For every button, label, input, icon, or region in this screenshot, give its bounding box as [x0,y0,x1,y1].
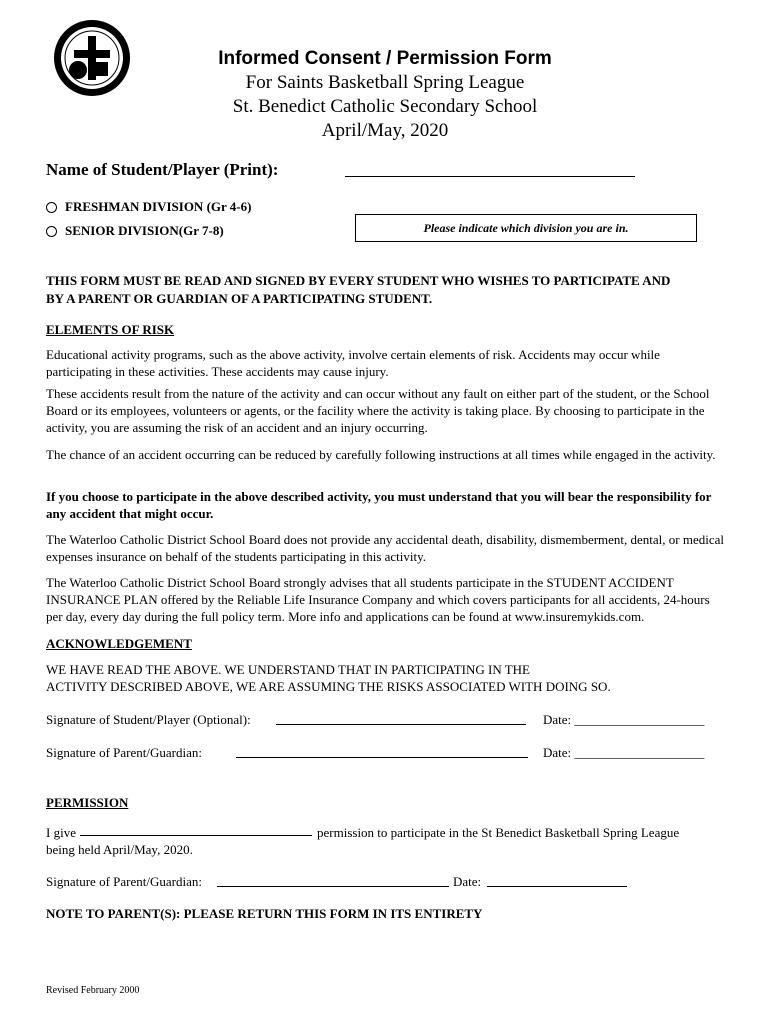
event-date: April/May, 2020 [321,120,449,141]
permission-name-field[interactable] [80,822,312,836]
revision-footer: Revised February 2000 [46,985,140,996]
parent-date-field[interactable]: Date: ____________________ [543,745,705,760]
league-name: For Saints Basketball Spring League [245,72,525,93]
student-name-field[interactable] [345,160,635,177]
risk-paragraph-6: The Waterloo Catholic District School Board strongly advises that all students participate in the STUDENT ACCIDENT INSURANCE PLAN offered by the Reliable Life Insurance Company and which covers participants for all accidents, 24-hours per day, every day during the full policy term. More info and applications can be found at www.insuremykids.com. [46,575,710,624]
notice-line-2: BY A PARENT OR GUARDIAN OF A PARTICIPATING STUDENT. [46,291,433,306]
parent-signature-label: Signature of Parent/Guardian: [46,745,202,760]
return-note: NOTE TO PARENT(S): PLEASE RETURN THIS FORM IN ITS ENTIRETY [46,906,483,921]
permission-parent-signature-label: Signature of Parent/Guardian: [46,874,202,889]
permission-heading: PERMISSION [46,795,129,810]
form-title: Informed Consent / Permission Form [218,48,552,69]
student-name-label: Name of Student/Player (Print): [46,160,279,179]
permission-date-label: Date: [453,874,482,889]
senior-radio[interactable] [46,226,57,237]
permission-i-give: I give [46,825,76,840]
student-signature-field[interactable] [276,710,526,725]
division-note-box: Please indicate which division you are in. [355,214,697,242]
freshman-division-label: FRESHMAN DIVISION (Gr 4-6) [65,199,252,214]
student-date-field[interactable]: Date: ____________________ [543,712,705,727]
notice-line-1: THIS FORM MUST BE READ AND SIGNED BY EVERY STUDENT WHO WISHES TO PARTICIPATE AND [46,273,671,288]
senior-division-label: SENIOR DIVISION(Gr 7-8) [65,223,224,238]
freshman-radio[interactable] [46,202,57,213]
risk-heading: ELEMENTS OF RISK [46,322,175,337]
permission-date-field[interactable] [487,872,627,887]
parent-signature-field[interactable] [236,743,528,758]
risk-paragraph-1: Educational activity programs, such as the above activity, involve certain elements of risk. Accidents may occur while participating in these activities. These accidents may cause injury. [46,347,660,379]
permission-text: permission to participate in the St Benedict Basketball Spring League [317,825,680,840]
risk-paragraph-2: These accidents result from the nature of the activity and can occur without any fault on either part of the student, or the School Board or its employees, volunteers or agents, or the facility where the activity is taking place. By choosing to participate in the activity, you are assuming the risk of an accident and an injury occurring. [46,386,710,435]
school-name: St. Benedict Catholic Secondary School [232,96,538,117]
ack-heading: ACKNOWLEDGEMENT [46,636,192,651]
permission-parent-signature-field[interactable] [217,872,449,887]
risk-paragraph-5: The Waterloo Catholic District School Board does not provide any accidental death, disability, dismemberment, dental, or medical expenses insurance on behalf of the students participating in this activity. [46,532,725,564]
permission-line-2: being held April/May, 2020. [46,842,193,857]
risk-paragraph-4: If you choose to participate in the above described activity, you must understand that you will bear the responsibility for any accident that might occur. [46,489,712,521]
ack-line-1: WE HAVE READ THE ABOVE. WE UNDERSTAND THAT IN PARTICIPATING IN THE [46,662,531,677]
student-signature-label: Signature of Student/Player (Optional): [46,712,251,727]
risk-paragraph-3: The chance of an accident occurring can be reduced by carefully following instructions at all times while engaged in the activity. [46,447,716,462]
ack-line-2: ACTIVITY DESCRIBED ABOVE, WE ARE ASSUMING THE RISKS ASSOCIATED WITH DOING SO. [46,679,611,694]
